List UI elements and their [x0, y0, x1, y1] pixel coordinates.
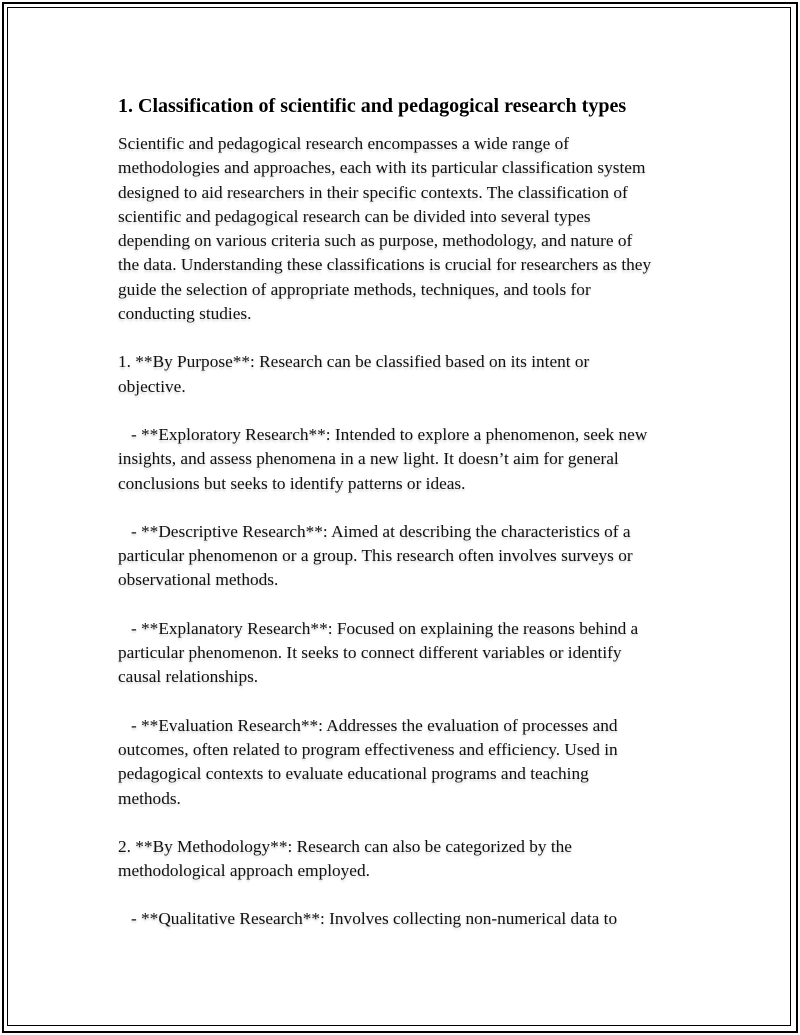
qualitative-research-paragraph: - **Qualitative Research**: Involves collecting non-numerical data to — [118, 909, 618, 929]
section-heading: 1. Classification of scientific and pedagogical research types — [118, 95, 627, 117]
by-methodology-paragraph: 2. **By Methodology**: Research can also be categorized by the methodological approach employed. — [118, 836, 572, 881]
exploratory-research-paragraph: - **Exploratory Research**: Intended to explore a phenomenon, seek new insights, and assess phenomena in a new light. It doesn’t aim for general conclusions but seeks to identify patterns or ideas. — [118, 424, 648, 493]
document-body — [118, 92, 698, 932]
by-purpose-paragraph: 1. **By Purpose**: Research can be classified based on its intent or objective. — [118, 352, 590, 396]
explanatory-research-paragraph: - **Explanatory Research**: Focused on explaining the reasons behind a particular phenomenon. It seeks to connect different variables or identify causal relationships. — [118, 618, 639, 687]
intro-paragraph: Scientific and pedagogical research encompasses a wide range of methodologies and approaches, each with its particular classification system designed to aid researchers in their specific contexts. The classification of scientific and pedagogical research can be divided into several types depending on various criteria such as purpose, methodology, and nature of the data. Understanding these classifications is crucial for researchers as they guide the selection of appropriate methods, techniques, and tools for conducting studies. — [118, 134, 652, 324]
descriptive-research-paragraph: - **Descriptive Research**: Aimed at describing the characteristics of a particular phenomenon or a group. This research often involves surveys or observational methods. — [118, 521, 633, 590]
evaluation-research-paragraph: - **Evaluation Research**: Addresses the evaluation of processes and outcomes, often related to program effectiveness and efficiency. Used in pedagogical contexts to evaluate educational programs and teaching methods. — [118, 715, 618, 808]
